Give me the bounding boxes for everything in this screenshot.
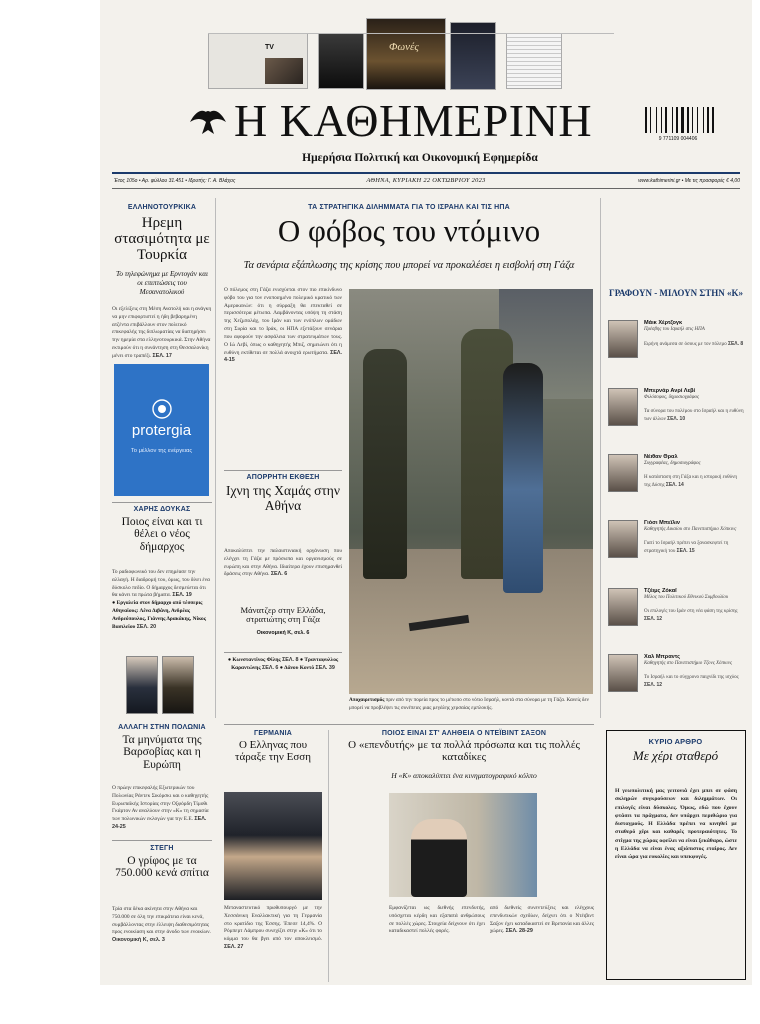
- lead-photo-caption: Αποχαιρετισμός πριν από την πορεία προς το μέτωπο στο νότιο Ισραήλ, κοντά στα σύνορα με τη Γάζα. Κανείς δεν μπορεί να προβλέψει τις συνέπειες μιας μεγάλης χερσαίας εμπλοκής.: [349, 697, 590, 711]
- barcode-number: 9 771109 004406: [658, 136, 698, 142]
- protergia-ad[interactable]: [114, 364, 209, 496]
- hamas-page-ref[interactable]: ΣΕΛ. 6: [270, 571, 288, 578]
- manager-headline[interactable]: Μάνατζερ στην Ελλάδα, στρατιώτης στη Γάζα: [240, 605, 326, 625]
- author-photo: [608, 388, 638, 426]
- promo-tv-label: TV: [265, 44, 274, 51]
- eosi-photo: [224, 792, 322, 900]
- dateline-rule-bottom: [112, 188, 740, 189]
- author-photo: [608, 654, 638, 692]
- sikorski-photo: [126, 656, 158, 714]
- poland-body: Ο πρώην επικεφαλής Εξωτερικών του Πολωνίας Ράντεκ Σικόρσκι και ο καθηγητής Ευρωπαϊκής Ιστορίας στην Οξφόρδη Τίμοθι Γκάρτον Αν αναλύουν στην «Κ» τη σημασία των πολωνικών εκλογών για την Ε.Ε. ΣΕΛ. 24-25: [112, 785, 209, 831]
- eosi-page-ref[interactable]: ΣΕΛ. 27: [224, 944, 244, 951]
- author-role: Πρέσβης του Ισραήλ στις ΗΠΑ: [644, 327, 705, 332]
- author-role: Μέλος του Πολιτικού Εθνικού Συμβουλίου: [644, 595, 729, 600]
- author-role: Συγγραφέας, δημοσιογράφος: [644, 461, 701, 466]
- author-photo: [608, 588, 638, 626]
- rule-doukas: [112, 502, 212, 503]
- turkey-kicker: ΕΛΛΗΝΟΤΟΥΡΚΙΚΑ: [127, 204, 197, 211]
- protergia-logo-icon: [151, 398, 173, 420]
- hamas-body: Αποκαλύπτει την παλαιστινιακή οργάνωση που ελέγχει τη Γάζα με πρόσωπα και οργανισμούς σε ευρώπη και στην Αθήνα. Ιδιαίτερα έχουν επισημανθεί δράσεις στην Αθήνα. ΣΕΛ. 6: [224, 548, 342, 578]
- authors-section-title: ΓΡΑΦΟΥΝ - ΜΙΛΟΥΝ ΣΤΗΝ «Κ»: [608, 288, 744, 298]
- protergia-tagline: Το μέλλον της ενέργειας: [130, 448, 193, 454]
- doukas-headline[interactable]: Ποιος είναι και τι θέλει ο νέος δήμαρχος: [121, 516, 203, 553]
- author-teaser: Γιατί το Ισραήλ πρέπει να ξανασκεφτεί τη στρατηγική του ΣΕΛ. 15: [644, 541, 729, 554]
- promo-tv-image: [265, 58, 303, 84]
- hamas-kicker: ΑΠΟΡΡΗΤΗ ΕΚΘΕΣΗ: [246, 474, 320, 481]
- eosi-headline[interactable]: Ο Ελληνας που τάραξε την Εσση: [235, 739, 311, 763]
- author-teaser: Ειρήνη ανάμεσα σε όσους με τον πόλεμο ΣΕΛ. 8: [644, 341, 744, 347]
- protergia-brand: protergia: [131, 422, 192, 439]
- rule-hamas: [224, 470, 342, 471]
- rule-housing: [112, 840, 212, 841]
- newspaper-front-page: [100, 0, 752, 985]
- masthead-subtitle: Ημερήσια Πολιτική και Οικονομική Εφημερίδα: [302, 152, 538, 164]
- dateline-center: ΑΘΗΝΑ, ΚΥΡΙΑΚΗ 22 ΟΚΤΩΒΡΙΟΥ 2023: [366, 177, 486, 184]
- author-name: Χαλ Μπραντς: [644, 654, 681, 660]
- doukas-kicker: ΧΑΡΗΣ ΔΟΥΚΑΣ: [133, 506, 191, 513]
- doukas-extra-page-ref[interactable]: ΣΕΛ. 20: [136, 623, 157, 630]
- saxon-kicker: ΠΟΙΟΣ ΕΙΝΑΙ ΣΤ' ΑΛΗΘΕΙΑ Ο ΝΤΕΪΒΙΝΤ ΣΑΞΟΝ: [381, 730, 547, 737]
- eosi-kicker: ΓΕΡΜΑΝΙΑ: [253, 730, 293, 737]
- barcode-stripe: [697, 107, 698, 133]
- lead-page-ref[interactable]: ΣΕΛ. 4-15: [224, 349, 343, 364]
- hamas-headline[interactable]: Ιχνη της Χαμάς στην Αθήνα: [226, 483, 340, 513]
- turkey-headline[interactable]: Ηρεμη στασιμότητα με Τουρκία: [114, 215, 210, 264]
- author-name: Γιόσι Μπεϊλιν: [644, 520, 681, 526]
- saxon-figure: [411, 819, 467, 897]
- promo-supplement: [506, 33, 562, 89]
- saxon-photo: [389, 793, 537, 897]
- turkey-body: Οι εξελίξεις στη Μέση Ανατολή και η ανάγκη να μην επιφορτιστεί η ήδη βεβαρημένη ατζέντα επιβάλλουν στον πολιτικό επικεφαλής της διπλωματίας να διατηρήσει την ηρεμία στα ελληνοτουρκικά. Στην Αθήνα εκτιμούν ότι η συνάντηση στη Θεσσαλονίκη μένει στο τραπέζι. ΣΕΛ. 17: [112, 306, 212, 359]
- editorial-box: [606, 730, 746, 980]
- turkey-page-ref[interactable]: ΣΕΛ. 17: [152, 352, 172, 359]
- doukas-page-ref[interactable]: ΣΕΛ. 19: [172, 592, 192, 599]
- author-page-ref[interactable]: ΣΕΛ. 12: [644, 615, 663, 622]
- eosi-body: Μεταναστευτικό πρωθυπουργό με την Χεσσάνικη Εναλλακτική για τη Γερμανία στο κρατίδιο της Έσσης. Έπεσε 14,4%. Ο Ρόμπερτ Λάμπρου συνεχίζει στην «Κ» ότι το κόμμα του θα βγει από τον αποκλεισμό. ΣΕΛ. 27: [224, 905, 322, 951]
- author-page-ref[interactable]: ΣΕΛ. 15: [676, 547, 695, 554]
- manager-ref[interactable]: Οικονομική Κ, σελ. 6: [256, 630, 310, 636]
- col-separator-right: [600, 198, 601, 718]
- promo-book-title: Φωνές: [389, 41, 419, 53]
- masthead-title: Η ΚΑΘΗΜΕΡΙΝΗ: [234, 95, 593, 146]
- barcode-stripe: [712, 107, 714, 133]
- author-photo: [608, 320, 638, 358]
- author-teaser: Οι επιλογές του Ιράν στη νέα φάση της κρίσης ΣΕΛ. 12: [644, 609, 738, 622]
- barcode-stripe: [707, 107, 709, 133]
- barcode-stripe: [656, 107, 657, 133]
- promo-top-rule: [208, 33, 614, 34]
- author-name: Τζέιμς Ζόκαϊ: [644, 588, 677, 594]
- woman-embracing: [503, 363, 543, 593]
- author-item[interactable]: [608, 454, 748, 514]
- col-separator-saxon: [328, 730, 329, 982]
- center-bullets: ● Κωνσταντίνος Φίλης ΣΕΛ. 8 ● Τρανταφυλλος Καραντώνης ΣΕΛ. 6 ● Δάνου Κοντό ΣΕΛ. 39: [227, 657, 339, 671]
- poland-page-ref[interactable]: ΣΕΛ. 24-25: [112, 816, 207, 831]
- author-photo: [608, 520, 638, 558]
- saxon-deck: Η «Κ» αποκαλύπτει ένα κινηματογραφικό κόλπο: [391, 771, 537, 780]
- promo-book: [366, 18, 446, 90]
- lead-deck: Τα σενάρια εξάπλωσης της κρίσης που μπορεί να προκαλέσει η εισβολή στη Γάζα: [243, 260, 575, 271]
- doukas-body: Το ραδιοφωνικό του δεν επηρέασε την αλλαγή. Η διαδρομή του, όμως, του δίνει ένα δύσκολο πεδίο. Ο δήμαρχος δεσμεύεται ότι θα κάνει τα πρώτα βήματα. ΣΕΛ. 19 ● Εργαλεία στον δήμαρχο από τέσσερις Αθηναίους: Λένα Διβάνη, Ανδρέας Ανδρεόπουλος, Γιάννης Δρακάκης, Νίκος Βασιλείου ΣΕΛ. 20: [112, 569, 210, 630]
- author-role: Φιλόσοφος, δημοσιογράφος: [644, 395, 700, 400]
- author-page-ref[interactable]: ΣΕΛ. 12: [644, 681, 663, 688]
- author-teaser: Τα σύνορα του πολέμου στο Ισραήλ και η ευθύνη των άλλων ΣΕΛ. 10: [644, 409, 744, 422]
- editorial-kicker: ΚΥΡΙΟ ΑΡΘΡΟ: [648, 737, 703, 746]
- author-item[interactable]: [608, 588, 748, 648]
- dateline-left: Έτος 105ο • Αρ. φύλλου 31.451 • Ιδρυτής: Γ. Α. Βλάχος: [114, 178, 236, 184]
- barcode-stripe: [672, 107, 673, 133]
- barcode-stripe: [645, 107, 647, 133]
- rule-lower-center: [224, 724, 594, 725]
- poland-headline[interactable]: Τα μηνύματα της Βαρσοβίας και η Ευρώπη: [122, 734, 202, 771]
- author-page-ref[interactable]: ΣΕΛ. 14: [665, 481, 684, 488]
- promo-magazine: [318, 33, 364, 89]
- author-item[interactable]: [608, 320, 748, 380]
- author-item[interactable]: [608, 388, 748, 448]
- saxon-body-left: Εμφανίζεται ως διεθνής επενδυτής, υπόσχεται κέρδη και εξαπατά ανθρώπους σε πολλές χώρες. Στοιχεία δείχνουν ότι έχει καταδικαστεί πολλές φορές.: [389, 905, 485, 935]
- barcode-stripe: [692, 107, 693, 133]
- author-page-ref[interactable]: ΣΕΛ. 8: [727, 341, 744, 347]
- barcode-stripe: [661, 107, 662, 133]
- barcode-stripe: [676, 107, 678, 133]
- author-photo: [608, 454, 638, 492]
- author-name: Νέιθαν Θραλ: [644, 454, 678, 460]
- promo-tv: [208, 33, 308, 89]
- author-item[interactable]: [608, 654, 748, 714]
- dateline-rule-top: [112, 172, 740, 174]
- author-teaser: Η κατάσταση στη Γάζα και η ιστορική ευθύνη της Δύσης ΣΕΛ. 14: [644, 475, 737, 488]
- dateline-right: www.kathimerini.gr • Με τις προσφορές € 4,00: [638, 178, 740, 184]
- author-name: Μπερνάρ Ανρί Λεβί: [644, 388, 696, 394]
- author-teaser: Το Ισραήλ και το σύγχρονο παιχνίδι της ισχύος ΣΕΛ. 12: [644, 675, 739, 688]
- rule-bullets: [224, 652, 342, 653]
- barcode-stripe: [665, 107, 667, 133]
- author-role: Καθηγητής στο Πανεπιστήμιο Τζονς Χόπκινς: [644, 661, 733, 666]
- lead-body: Ο πόλεμος στη Γάζα ενισχύεται στον πιο επικίνδυνο φόβο του για τον ενοποιημένο πολεμικό κρατικό των Αμερικανών: ότι η σύρραξη θα επεκταθεί σε περισσότερα μέτωπα. Λαμβάνοντας υπόψη τη στάση της Χεζμπολάχ, του Ιράν και των ενόπλων ομάδων στη Συρία και το Ιράκ, οι ΗΠΑ εξετάζουν σενάρια που αφορούν την ασφάλεια των στρατευμάτων τους. Ο Ιώ Λεβί, όπως ο καθηγητής Μπιζ, σημειώνει ότι η ευθύνη εκτίθεται σε πολλά ανοιχτά ερωτήματα. ΣΕΛ. 4-15: [224, 287, 343, 364]
- turkey-deck: Το τηλεφώνημα με Ερντογάν και οι επιπτώσεις του Μεσανατολικού: [116, 270, 208, 296]
- editorial-body: Η γεωπολιτική μας γειτονιά έχει μπει σε φάση σκληρών συγκρούσεων και διλημμάτων. Οι επιλογές είναι δύσκολες. Όμως, εδώ που έχουν φτάσει τα πράγματα, δεν υπάρχει περιθώριο για δισταγμούς. Η Ελλάδα πρέπει να κινηθεί με σταθερό χέρι και καθαρές προτεραιότητες. Το στίγμα της χώρας οφείλει να είναι ξεκάθαρο, ώστε η Ελλάδα να είναι ένας αξιόπιστος εταίρος. Δεν είναι ώρα για ευκολίες και υπεκφυγές.: [615, 788, 737, 861]
- garton-ash-photo: [162, 656, 194, 714]
- editorial-headline[interactable]: Με χέρι σταθερό: [632, 748, 719, 763]
- author-item[interactable]: [608, 520, 748, 580]
- eagle-logo-icon: [188, 104, 228, 142]
- author-role: Καθηγητής Δικαίου στο Πανεπιστήμιο Χόπκινς: [644, 527, 737, 532]
- saxon-body-right: από διεθνείς συνεντεύξεις και ελέγχους επενδυτικών σχεδίων, δείχνει ότι ο Ντέιβιντ Σαξον έχει καταδικαστεί σε Βρετανία και άλλες χώρες. ΣΕΛ. 28-29: [490, 905, 594, 935]
- housing-kicker: ΣΤΕΓΗ: [150, 845, 174, 852]
- barcode-stripe: [681, 107, 684, 133]
- housing-body: Τρία στα δέκα ακίνητα στην Αθήνα και 750.000 σε όλη την επικράτεια είναι κενά, συμβάλλοντας στην έλλειψη διαθεσιμότητας προς ενοικίαση και στην άνοδο των ενοικίων. Οικονομική Κ, σελ. 3: [112, 906, 211, 944]
- saxon-headline[interactable]: Ο «επενδυτής» με τα πολλά πρόσωπα και τις πολλές καταδίκες: [348, 739, 580, 763]
- barcode-stripe: [650, 107, 651, 133]
- saxon-page-ref[interactable]: ΣΕΛ. 28-29: [505, 928, 533, 935]
- barcode-stripe: [687, 107, 689, 133]
- col-separator-left: [215, 198, 216, 718]
- poland-kicker: ΑΛΛΑΓΗ ΣΤΗΝ ΠΟΛΩΝΙΑ: [118, 724, 206, 731]
- barcode-stripe: [703, 107, 704, 133]
- author-page-ref[interactable]: ΣΕΛ. 10: [667, 415, 686, 422]
- housing-headline[interactable]: Ο γρίφος με τα 750.000 κενά σπίτια: [115, 855, 209, 880]
- housing-author-ref[interactable]: Οικονομική Κ, σελ. 3: [112, 937, 165, 944]
- author-name: Μάικ Χέρτζογκ: [644, 320, 683, 326]
- soldier-left: [363, 349, 407, 579]
- lead-photo-embrace: [349, 289, 593, 694]
- lead-headline[interactable]: Ο φόβος του ντόμινο: [277, 213, 541, 248]
- lead-kicker: ΤΑ ΣΤΡΑΤΗΓΙΚΑ ΔΙΛΗΜΜΑΤΑ ΓΙΑ ΤΟ ΙΣΡΑΗΛ ΚΑΙ ΤΙΣ ΗΠΑ: [308, 204, 510, 211]
